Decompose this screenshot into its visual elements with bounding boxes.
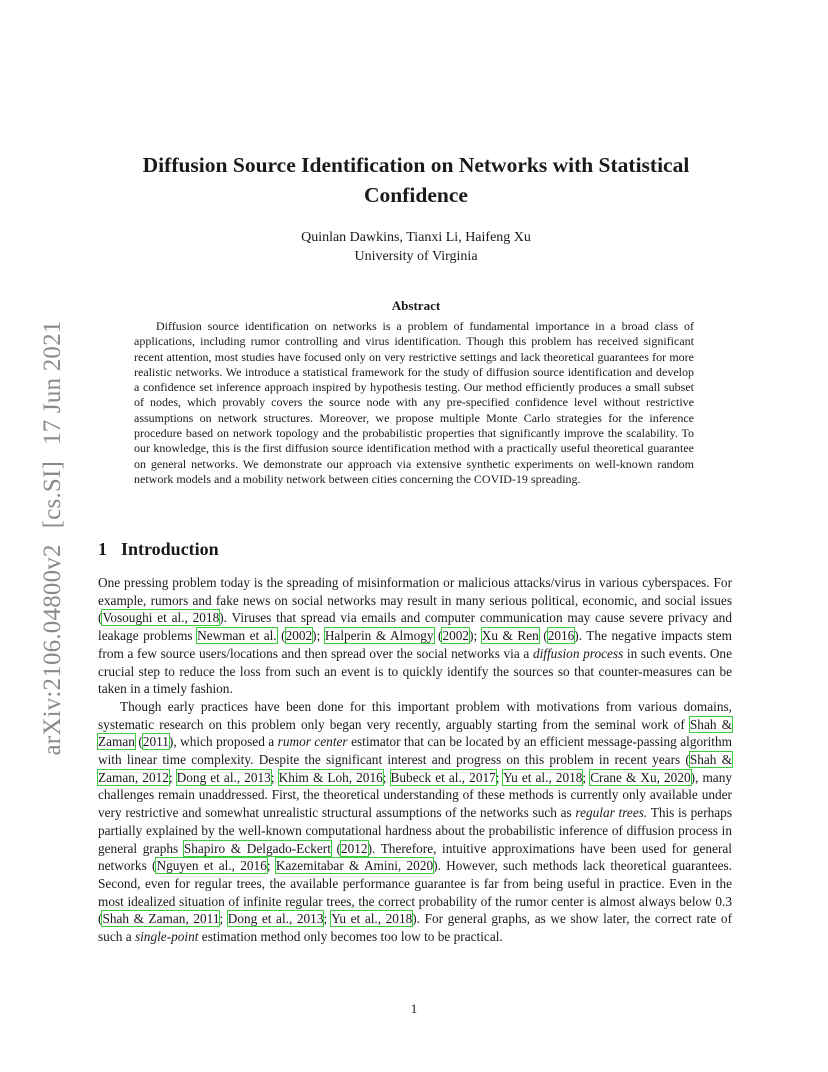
text-run: ). For general graphs, as we show later, the correct rate of such a bbox=[98, 911, 732, 945]
citation-link[interactable]: Halperin & Almogy bbox=[324, 628, 434, 644]
paragraph bbox=[98, 574, 732, 698]
text-run: ; bbox=[495, 769, 504, 785]
arxiv-date: 17 Jun 2021 bbox=[39, 320, 66, 445]
text-run: ), which proposed a bbox=[168, 734, 278, 750]
citation-link[interactable]: 2011 bbox=[142, 734, 169, 750]
text-run: Though early practices have been done for this important problem with motivations from various domains, systematic research on this problem only began very recently, arguably starting from the seminal work of bbox=[98, 698, 732, 732]
citation-link[interactable]: Vosoughi et al., 2018 bbox=[102, 610, 220, 626]
citation-link[interactable]: Bubeck et al., 2017 bbox=[390, 769, 496, 785]
text-run: This is perhaps partially explained by the well-known computational hardness about the probabilistic inference of diffusion process in general graphs bbox=[98, 805, 733, 856]
arxiv-id: arXiv:2106.04800v2 bbox=[39, 544, 66, 756]
text-run: ( bbox=[134, 734, 143, 750]
section-title: Introduction bbox=[121, 539, 219, 559]
text-run: ; bbox=[382, 769, 391, 785]
author-affiliation: University of Virginia bbox=[354, 249, 478, 264]
citation-link[interactable]: Shah & Zaman, 2012 bbox=[98, 752, 732, 785]
text-run: ( bbox=[433, 628, 443, 644]
text-run: in such events. One crucial step to reduce the loss from such an event is to quickly identify the sources so that counter-measures can be taken in a timely fashion. bbox=[98, 645, 732, 697]
text-run: ; bbox=[168, 769, 177, 785]
section-number: 1 bbox=[98, 539, 107, 559]
citation-link[interactable]: Xu & Ren bbox=[481, 628, 539, 644]
text-run: ); bbox=[469, 628, 482, 644]
citation-link[interactable]: Khim & Loh, 2016 bbox=[278, 769, 383, 785]
section-heading bbox=[98, 539, 219, 560]
text-run: ; bbox=[270, 769, 279, 785]
citation-link[interactable]: Newman et al. bbox=[197, 628, 277, 644]
text-run: ; bbox=[219, 911, 228, 927]
paragraph bbox=[98, 698, 732, 946]
text-run: ). The negative impacts stem from a few source users/locations and then spread over the social networks via a bbox=[98, 628, 732, 661]
text-run: ; bbox=[582, 769, 591, 785]
page-number: 1 bbox=[410, 1001, 418, 1016]
abstract-text: Diffusion source identification on networks is a problem of fundamental importance in a broad class of applications, including rumor controlling and virus identification. Though this problem has received significant recent attention, most studies have focused only on very restrictive settings and lack theoretical guarantees for more realistic networks. We introduce a statistical framework for the study of diffusion source identification and develop a confidence set inference approach inspired by hypothesis testing. Our method efficiently produces a small subset of nodes, which provably covers the source node with any pre-specified confidence level without restrictive assumptions on network structures. Moreover, we propose multiple Monte Carlo strategies for the inference procedure based on network topology and the probabilistic properties that significantly improve the scalability. To our knowledge, this is the first diffusion source identification method with a practically useful theoretical guarantee on general networks. We demonstrate our approach via extensive synthetic experiments on well-known random network models and a mobility network between cities concerning the COVID-19 spreading. bbox=[134, 319, 694, 486]
text-run: ( bbox=[276, 628, 286, 644]
citation-link[interactable]: Shah & Zaman bbox=[98, 716, 732, 750]
text-run: ). However, such methods lack theoretical guarantees. Second, even for regular trees, the available performance guarantee is far from being useful in practice. Even in the most idealized situation of infinite regular trees, the correct probability of the rumor center is almost always below 0.3 ( bbox=[98, 858, 732, 927]
text-run: estimation method only becomes too low to be practical. bbox=[198, 929, 503, 945]
citation-link[interactable]: Dong et al., 2013 bbox=[176, 769, 271, 785]
author-block bbox=[100, 228, 732, 266]
citation-link[interactable]: Nguyen et al., 2016 bbox=[156, 858, 267, 874]
citation-link[interactable]: Crane & Xu, 2020 bbox=[590, 769, 691, 785]
citation-link[interactable]: Kazemitabar & Amini, 2020 bbox=[275, 858, 434, 874]
citation-link[interactable]: Shapiro & Delgado-Eckert bbox=[183, 840, 331, 856]
body-text bbox=[98, 574, 732, 946]
text-run: ). Viruses that spread via emails and computer communication may cause severe privacy and leakage problems bbox=[98, 610, 732, 644]
citation-link[interactable]: 2016 bbox=[547, 628, 575, 644]
text-run: ). Therefore, intuitive approximations have been used for general networks ( bbox=[98, 840, 732, 874]
italic-term: rumor center bbox=[277, 734, 348, 750]
text-run: ; bbox=[323, 911, 332, 927]
abstract-heading: Abstract bbox=[391, 298, 441, 313]
arxiv-identifier-stamp bbox=[39, 304, 67, 755]
text-run: ( bbox=[538, 628, 548, 644]
text-run: estimator that can be located by an efficient message-passing algorithm with linear time complexity. Despite the significant interest and progress on this problem in recent years ( bbox=[98, 734, 732, 768]
text-run: One pressing problem today is the spreading of misinformation or malicious attacks/virus in various cyberspaces. For example, rumors and fake news on social networks may result in many serious political, economic, and social issues ( bbox=[98, 575, 732, 626]
citation-link[interactable]: Shah & Zaman, 2011 bbox=[102, 911, 220, 927]
italic-term: single-point bbox=[134, 929, 199, 945]
citation-link[interactable]: 2002 bbox=[442, 628, 470, 644]
italic-term: diffusion process bbox=[532, 645, 624, 661]
citation-link[interactable]: 2012 bbox=[340, 840, 368, 856]
text-run: ); bbox=[312, 628, 325, 644]
arxiv-category: [cs.SI] bbox=[39, 460, 66, 529]
author-names: Quinlan Dawkins, Tianxi Li, Haifeng Xu bbox=[301, 230, 531, 245]
italic-term: regular trees. bbox=[575, 805, 648, 821]
citation-link[interactable]: 2002 bbox=[285, 628, 313, 644]
text-run: ), many challenges remain unaddressed. First, the theoretical understanding of these methods is currently only available under very restrictive and somewhat unrealistic structural assumptions of the networks such as bbox=[98, 769, 732, 821]
citation-link[interactable]: Yu et al., 2018 bbox=[331, 911, 413, 927]
citation-link[interactable]: Dong et al., 2013 bbox=[227, 911, 324, 927]
text-run: ; bbox=[266, 858, 276, 874]
paper-title: Diffusion Source Identification on Networks with Statistical Confidence bbox=[142, 153, 690, 207]
citation-link[interactable]: Yu et al., 2018 bbox=[503, 769, 583, 785]
text-run: ( bbox=[330, 840, 341, 856]
